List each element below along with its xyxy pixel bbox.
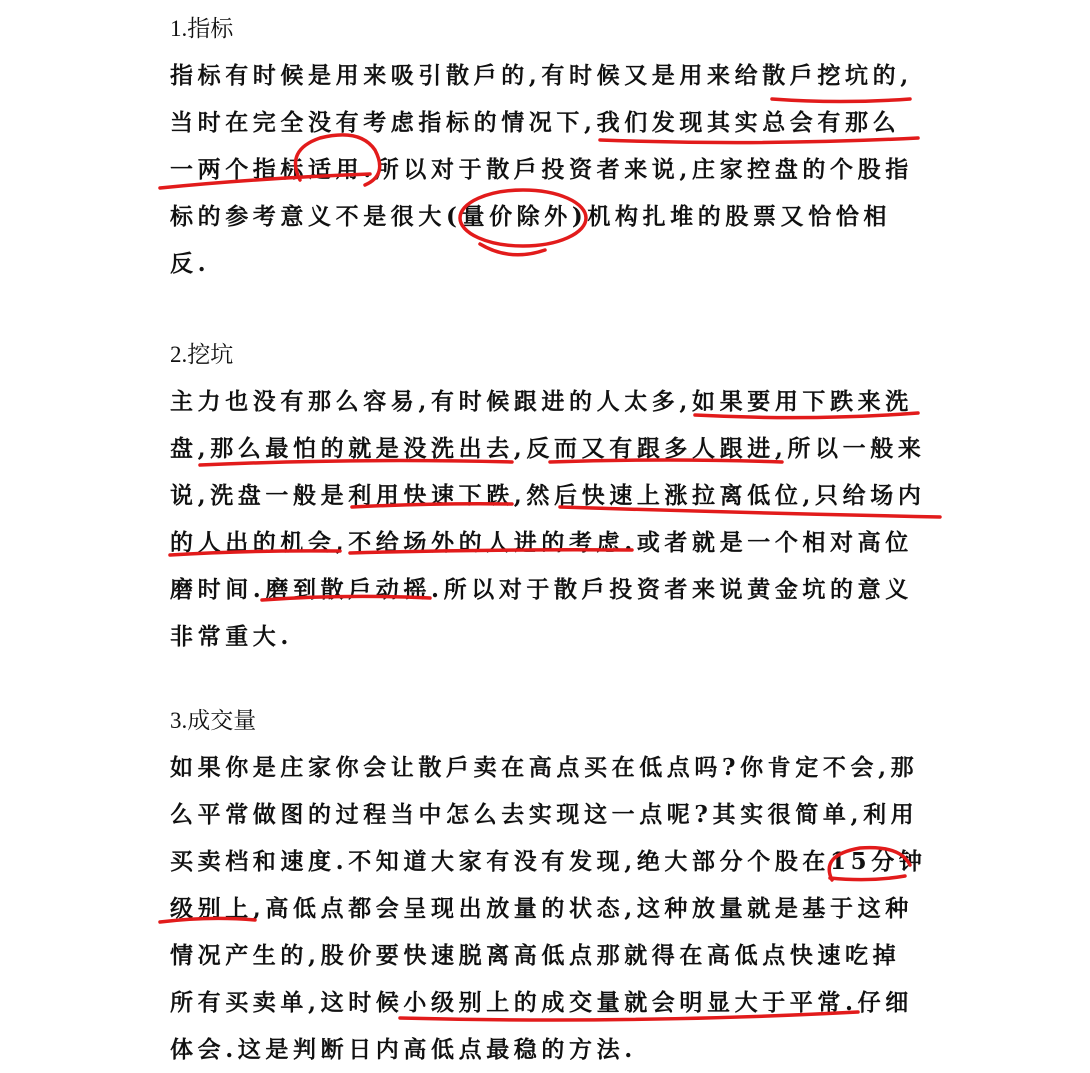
text-line: 情况产生的,股价要快速脱离高低点那就得在高低点快速吃掉 [170, 942, 901, 969]
text-line: 级别上,高低点都会呈现出放量的状态,这种放量就是基于这种 [170, 895, 913, 922]
text-line: 买卖档和速度.不知道大家有没有发现,绝大部分个股在15分钟 [170, 848, 927, 875]
text-line: 说,洗盘一般是利用快速下跌,然后快速上涨拉离低位,只给场内 [170, 482, 926, 509]
section-body [170, 378, 930, 660]
section-volume [170, 706, 930, 1073]
text-line: 一两个指标适用.所以对于散戶投资者来说,庄家控盘的个股指 [170, 156, 913, 183]
section-digging-pit [170, 340, 930, 660]
section-heading: 3.成交量 [170, 708, 257, 733]
text-line: 标的参考意义不是很大(量价除外)机构扎堆的股票又恰恰相 [170, 203, 891, 230]
section-indicators [170, 14, 930, 287]
text-line: 磨时间.磨到散戶动摇.所以对于散戶投资者来说黄金坑的意义 [170, 576, 913, 603]
text-line: 体会.这是判断日内高低点最稳的方法. [170, 1036, 637, 1063]
text-line: 么平常做图的过程当中怎么去实现这一点呢?其实很简单,利用 [170, 801, 919, 828]
section-body [170, 52, 930, 287]
text-line: 的人出的机会,不给场外的人进的考虑.或者就是一个相对高位 [170, 529, 913, 556]
section-heading: 1.指标 [170, 16, 234, 41]
section-body [170, 744, 930, 1073]
text-line: 如果你是庄家你会让散戶卖在高点买在低点吗?你肯定不会,那 [170, 754, 919, 781]
text-line: 当时在完全没有考虑指标的情况下,我们发现其实总会有那么 [170, 109, 901, 136]
text-line: 盘,那么最怕的就是没洗出去,反而又有跟多人跟进,所以一般来 [170, 435, 926, 462]
text-line: 非常重大. [170, 623, 294, 650]
text-line: 指标有时候是用来吸引散戶的,有时候又是用来给散戶挖坑的, [170, 62, 913, 89]
text-line: 主力也没有那么容易,有时候跟进的人太多,如果要用下跌来洗 [170, 388, 913, 415]
section-heading: 2.挖坑 [170, 342, 234, 367]
text-line: 所有买卖单,这时候小级别上的成交量就会明显大于平常.仔细 [170, 989, 913, 1016]
text-line: 反. [170, 250, 211, 277]
